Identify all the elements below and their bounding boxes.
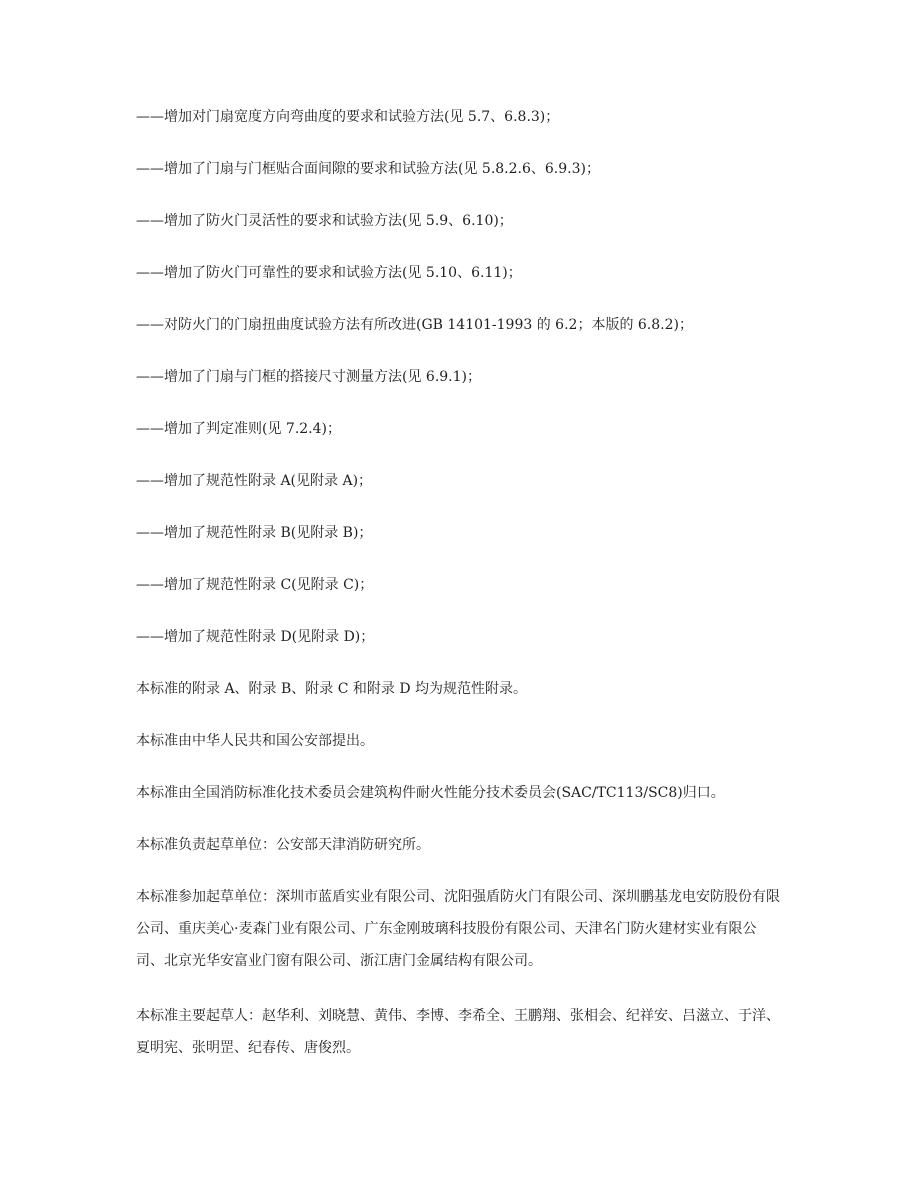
change-item-7: ——增加了判定准则(见 7.2.4)；	[136, 421, 341, 437]
change-item-6: ——增加了门扇与门框的搭接尺寸测量方法(见 6.9.1)；	[136, 369, 481, 385]
change-item-2: ——增加了门扇与门框贴合面间隙的要求和试验方法(见 5.8.2.6、6.9.3)；	[136, 161, 600, 177]
lead-drafter-statement: 本标准负责起草单位：公安部天津消防研究所。	[136, 837, 430, 853]
annex-statement: 本标准的附录 A、附录 B、附录 C 和附录 D 均为规范性附录。	[136, 681, 528, 697]
change-item-5: ——对防火门的门扇扭曲度试验方法有所改进(GB 14101-1993 的 6.2；本版的 6.8.2)；	[136, 317, 693, 333]
change-item-11: ——增加了规范性附录 D(见附录 D)；	[136, 629, 375, 645]
main-drafters-statement: 本标准主要起草人：赵华利、刘晓慧、黄伟、李博、李希全、王鹏翔、张相会、纪祥安、吕滋立、于洋、夏明宪、张明罡、纪春传、唐俊烈。	[136, 1008, 780, 1056]
participating-drafters-statement: 本标准参加起草单位：深圳市蓝盾实业有限公司、沈阳强盾防火门有限公司、深圳鹏基龙电安防股份有限公司、重庆美心·麦森门业有限公司、广东金刚玻璃科技股份有限公司、天津名门防火建材实业有限公司、北京光华安富业门窗有限公司、浙江唐门金属结构有限公司。	[136, 889, 780, 969]
proposer-statement: 本标准由中华人民共和国公安部提出。	[136, 733, 374, 749]
change-item-1: ——增加对门扇宽度方向弯曲度的要求和试验方法(见 5.7、6.8.3)；	[136, 109, 560, 125]
jurisdiction-statement: 本标准由全国消防标准化技术委员会建筑构件耐火性能分技术委员会(SAC/TC113/SC8)归口。	[136, 785, 725, 801]
change-item-3: ——增加了防火门灵活性的要求和试验方法(见 5.9、6.10)；	[136, 213, 513, 229]
change-item-10: ——增加了规范性附录 C(见附录 C)；	[136, 577, 374, 593]
change-item-4: ——增加了防火门可靠性的要求和试验方法(见 5.10、6.11)；	[136, 265, 522, 281]
change-item-9: ——增加了规范性附录 B(见附录 B)；	[136, 525, 373, 541]
change-item-8: ——增加了规范性附录 A(见附录 A)；	[136, 473, 373, 489]
